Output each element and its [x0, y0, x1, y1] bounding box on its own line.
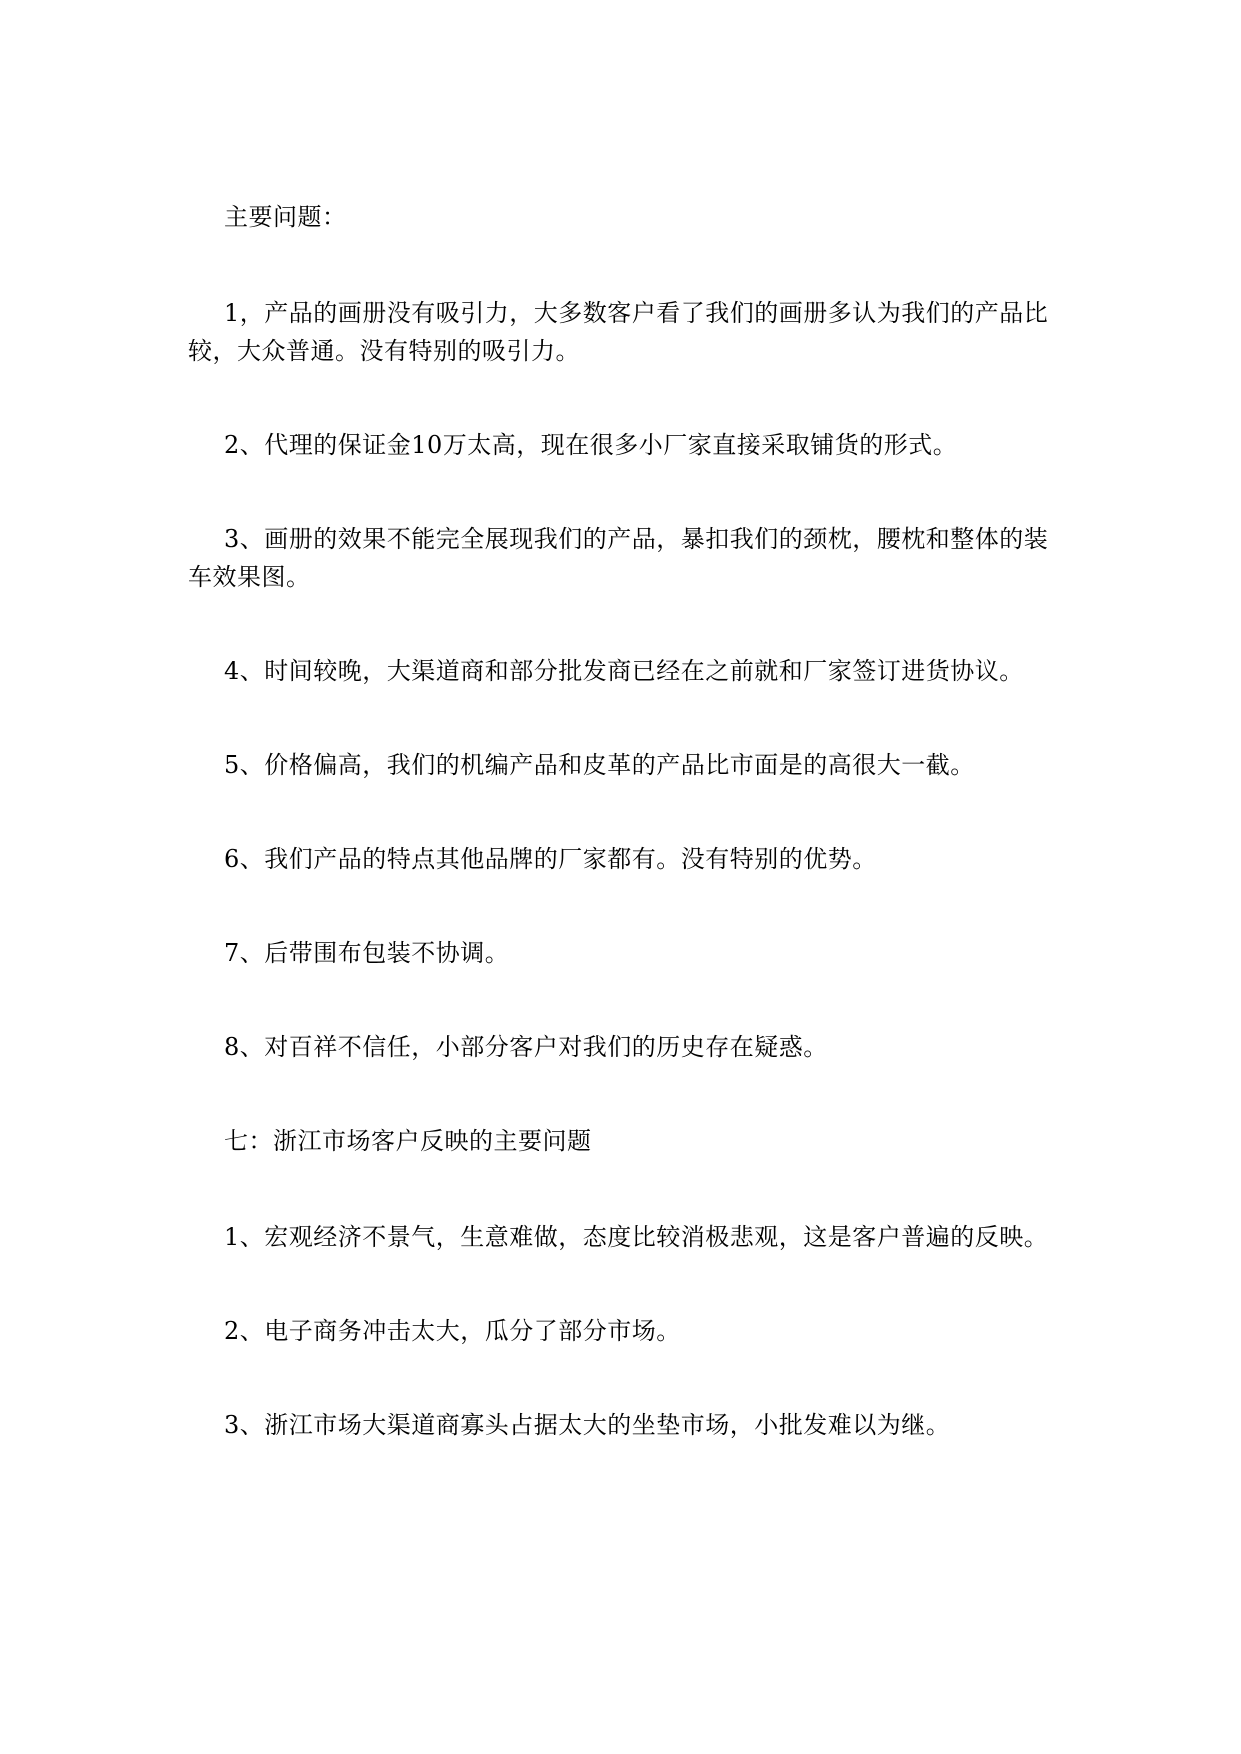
- paragraph-item-1: 1，产品的画册没有吸引力，大多数客户看了我们的画册多认为我们的产品比较，大众普通。没有特别的吸引力。: [188, 299, 1049, 365]
- paragraph-item-7: 7、后带围布包装不协调。: [224, 939, 510, 967]
- paragraph-item-4: 4、时间较晚，大渠道商和部分批发商已经在之前就和厂家签订进货协议。: [224, 657, 1024, 685]
- paragraph-item-6: 6、我们产品的特点其他品牌的厂家都有。没有特别的优势。: [224, 845, 877, 873]
- paragraph-item-8: 8、对百祥不信任，小部分客户对我们的历史存在疑惑。: [224, 1033, 828, 1061]
- paragraph-zhejiang-3: 3、浙江市场大渠道商寡头占据太大的坐垫市场，小批发难以为继。: [224, 1411, 951, 1439]
- paragraph-zhejiang-2: 2、电子商务冲击太大，瓜分了部分市场。: [224, 1317, 681, 1345]
- paragraph-zhejiang-1: 1、宏观经济不景气，生意难做，态度比较消极悲观，这是客户普遍的反映。: [224, 1223, 1049, 1251]
- section-heading-main-issues: 主要问题：: [224, 203, 347, 231]
- paragraph-item-5: 5、价格偏高，我们的机编产品和皮革的产品比市面是的高很大一截。: [224, 751, 975, 779]
- section-heading-zhejiang: 七：浙江市场客户反映的主要问题: [224, 1127, 592, 1155]
- paragraph-item-2: 2、代理的保证金10万太高，现在很多小厂家直接采取铺货的形式。: [224, 431, 958, 459]
- paragraph-item-3: 3、画册的效果不能完全展现我们的产品，暴扣我们的颈枕，腰枕和整体的装车效果图。: [188, 525, 1049, 591]
- document-body: [188, 198, 1068, 1500]
